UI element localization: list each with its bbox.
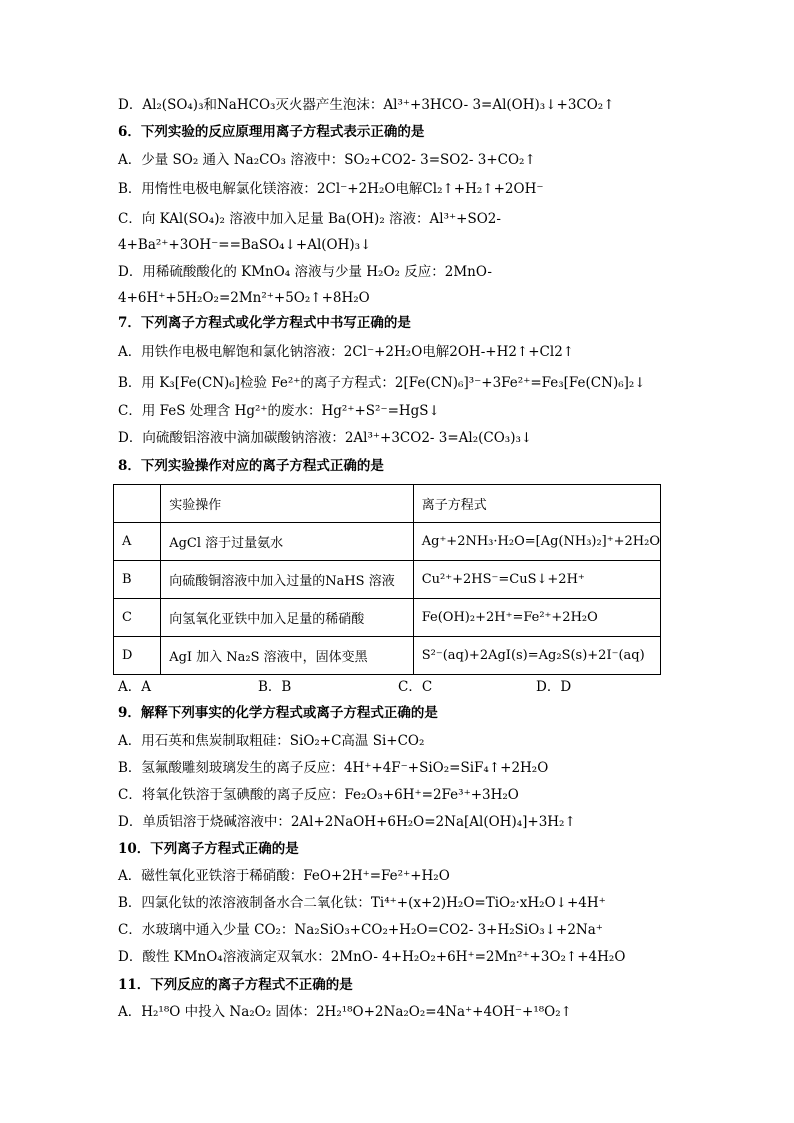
table-row [114,637,661,675]
line-6c-cont: 4+Ba²⁺+3OH⁻==BaSO₄↓+Al(OH)₃↓ [118,237,372,253]
line-7b: B．用 K₃[Fe(CN)₆]检验 Fe²⁺的离子方程式：2[Fe(CN)₆]³⁻+3Fe²⁺=Fe₃[Fe(CN)₆]₂↓ [118,375,646,391]
line-6d: D．用稀硫酸酸化的 KMnO₄ 溶液与少量 H₂O₂ 反应：2MnO- [118,264,492,280]
line-6a: A．少量 SO₂ 通入 Na₂CO₃ 溶液中：SO₂+CO2- 3=SO2- 3+CO₂↑ [118,152,536,168]
table-header-cell: 离子方程式 [413,485,660,523]
line-7c: C．用 FeS 处理含 Hg²⁺的废水：Hg²⁺+S²⁻=HgS↓ [118,403,440,419]
table-cell: C [114,599,161,637]
table-cell: Ag⁺+2NH₃·H₂O=[Ag(NH₃)₂]⁺+2H₂O [413,523,660,561]
question-8: 8．下列实验操作对应的离子方程式正确的是 [118,458,384,474]
table-cell: Fe(OH)₂+2H⁺=Fe²⁺+2H₂O [413,599,660,637]
line-6b: B．用惰性电极电解氯化镁溶液：2Cl⁻+2H₂O电解Cl₂↑+H₂↑+2OH⁻ [118,181,544,197]
question-9: 9．解释下列事实的化学方程式或离子方程式正确的是 [118,705,438,721]
table-cell: B [114,561,161,599]
option-b: B．B [258,679,292,695]
line-9c: C．将氧化铁溶于氢碘酸的离子反应：Fe₂O₃+6H⁺=2Fe³⁺+3H₂O [118,787,519,803]
table-header-row [114,485,661,523]
line-9d: D．单质铝溶于烧碱溶液中：2Al+2NaOH+6H₂O=2Na[Al(OH)₄]+3H₂↑ [118,814,576,830]
table-cell: AgI 加入 Na₂S 溶液中，固体变黑 [161,637,414,675]
question-11: 11．下列反应的离子方程式不正确的是 [118,977,353,993]
question-10: 10．下列离子方程式正确的是 [118,841,299,857]
line-10c: C．水玻璃中通入少量 CO₂：Na₂SiO₃+CO₂+H₂O=CO2- 3+H₂SiO₃↓+2Na⁺ [118,922,603,938]
line-10d: D．酸性 KMnO₄溶液滴定双氧水：2MnO- 4+H₂O₂+6H⁺=2Mn²⁺+3O₂↑+4H₂O [118,949,626,965]
option-a: A．A [118,679,151,695]
line-6d-cont: 4+6H⁺+5H₂O₂=2Mn²⁺+5O₂↑+8H₂O [118,290,370,306]
question-6: 6．下列实验的反应原理用离子方程式表示正确的是 [118,124,425,140]
line-9b: B．氢氟酸雕刻玻璃发生的离子反应：4H⁺+4F⁻+SiO₂=SiF₄↑+2H₂O [118,760,549,776]
line-5d: D．Al₂(SO₄)₃和NaHCO₃灭火器产生泡沫：Al³⁺+3HCO- 3=Al(OH)₃↓+3CO₂↑ [118,97,615,113]
table-header-cell: 实验操作 [161,485,414,523]
table-cell: AgCl 溶于过量氨水 [161,523,414,561]
line-10a: A．磁性氧化亚铁溶于稀硝酸：FeO+2H⁺=Fe²⁺+H₂O [118,868,450,884]
table-cell: 向硫酸铜溶液中加入过量的NaHS 溶液 [161,561,414,599]
question-8-table [113,484,661,675]
table-row [114,523,661,561]
line-11a: A．H₂¹⁸O 中投入 Na₂O₂ 固体：2H₂¹⁸O+2Na₂O₂=4Na⁺+4OH⁻+¹⁸O₂↑ [118,1004,572,1020]
table-cell: Cu²⁺+2HS⁻=CuS↓+2H⁺ [413,561,660,599]
table-row [114,599,661,637]
table-cell: A [114,523,161,561]
question-7: 7．下列离子方程式或化学方程式中书写正确的是 [118,315,411,331]
table-cell: D [114,637,161,675]
table-cell: S²⁻(aq)+2AgI(s)=Ag₂S(s)+2I⁻(aq) [413,637,660,675]
option-c: C．C [398,679,433,695]
table-header-cell [114,485,161,523]
line-9a: A．用石英和焦炭制取粗硅：SiO₂+C高温 Si+CO₂ [118,733,425,749]
option-d: D．D [536,679,572,695]
table-cell: 向氢氧化亚铁中加入足量的稀硝酸 [161,599,414,637]
table-row [114,561,661,599]
line-6c: C．向 KAl(SO₄)₂ 溶液中加入足量 Ba(OH)₂ 溶液：Al³⁺+SO2- [118,211,501,227]
line-10b: B．四氯化钛的浓溶液制备水合二氧化钛：Ti⁴⁺+(x+2)H₂O=TiO₂·xH₂O↓+4H⁺ [118,895,606,911]
line-7a: A．用铁作电极电解饱和氯化钠溶液：2Cl⁻+2H₂O电解2OH-+H2↑+Cl2↑ [118,344,575,360]
line-7d: D．向硫酸铝溶液中滴加碳酸钠溶液：2Al³⁺+3CO2- 3=Al₂(CO₃)₃↓ [118,430,533,446]
